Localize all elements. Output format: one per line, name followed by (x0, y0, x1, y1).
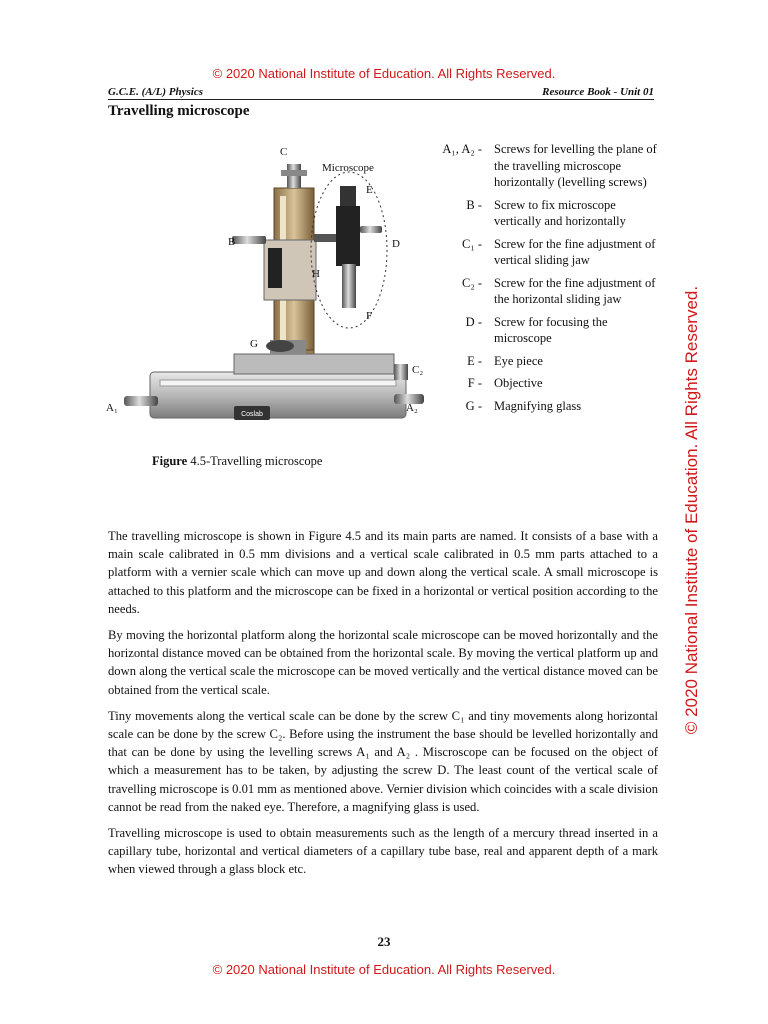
travelling-microscope-illustration (104, 140, 434, 440)
label-b: B (228, 236, 236, 248)
label-a1: A₁ (106, 402, 118, 414)
screw-b (232, 236, 266, 244)
legend-key: D - (465, 314, 482, 329)
levelling-screw-a1 (124, 396, 158, 406)
legend-item (424, 398, 664, 415)
legend-desc: Objective (494, 376, 543, 390)
legend-item (424, 375, 664, 392)
legend-item (424, 314, 664, 347)
legend-key: B - (466, 197, 482, 212)
header-subject: G.C.E. (A/L) Physics (108, 86, 204, 98)
horizontal-carriage (234, 354, 394, 374)
legend-desc: Eye piece (494, 353, 543, 368)
label-a2: A₂ (406, 402, 418, 414)
legend-key: A₁, A₂ - (442, 142, 482, 156)
legend-key: F - (467, 376, 482, 390)
copyright-bottom: © 2020 National Institute of Education. All Rights Reserved. (212, 962, 556, 977)
legend-item (424, 236, 664, 269)
label-c2: C₂ (412, 364, 424, 376)
legend-desc: Screw for focusing the microscope (494, 314, 608, 345)
label-d: D (392, 238, 400, 250)
horizontal-scale (160, 380, 396, 386)
page-number: 23 (377, 934, 391, 949)
body-text (108, 527, 658, 887)
focus-screw-d (360, 226, 382, 233)
legend-desc: Screw for the fine adjustment of the horizontal sliding jaw (494, 275, 656, 306)
legend-desc: Screw for the fine adjustment of vertical sliding jaw (494, 236, 656, 267)
screw-c2 (394, 364, 408, 380)
label-c: C (280, 146, 288, 158)
legend-item (424, 275, 664, 308)
legend-key: G - (465, 398, 482, 413)
label-g: G (250, 338, 258, 350)
label-microscope: Microscope (322, 162, 374, 174)
figure-caption (152, 454, 322, 469)
parts-legend (424, 141, 664, 420)
legend-key: C₁ - (462, 236, 482, 251)
copyright-side: © 2020 National Institute of Education. All Rights Reserved. (682, 285, 701, 735)
legend-key: E - (467, 353, 482, 368)
paragraph: By moving the horizontal platform along the horizontal scale microscope can be moved horizontally and the horizontal distance moved can be obtained from the horizontal scale. By moving the vertical platform up and down along the vertical scale the microscope can be moved vertically and the vertical distance moved can be obtained from the vertical scale. (108, 628, 658, 697)
legend-key: C₂ - (462, 275, 482, 290)
legend-desc: Magnifying glass (494, 398, 582, 413)
magnifying-glass (266, 340, 294, 352)
paragraph: Tiny movements along the vertical scale can be done by the screw C₁ and tiny movements along horizontal scale can be done by the screw C₂. Before using the instrument the base should be levelled horizontally and that can be done by using the levelling screws A₁ and A₂ . Miscroscope can be focused on the object of which a measurement has to be taken, by adjusting the screw D. The least count of the vertical scale of travelling microscope is 0.01 mm as mentioned above. Vernier division which coincides with a scale division cannot be read from the naked eye. Therefore, a magnifying glass is used. (108, 708, 658, 814)
legend-item (424, 353, 664, 370)
label-e: E (366, 184, 373, 196)
legend-desc: Screws for levelling the plane of the travelling microscope horizontally (levelling screws) (494, 142, 657, 189)
travelling-microscope-figure (104, 140, 434, 440)
figure-caption-text: 4.5-Travelling microscope (187, 454, 323, 468)
copyright-top: © 2020 National Institute of Education. All Rights Reserved. (212, 66, 556, 81)
legend-item (424, 197, 664, 230)
objective (342, 264, 356, 308)
label-h: H (312, 268, 320, 280)
figure-caption-prefix: Figure (152, 454, 188, 468)
paragraph: Travelling microscope is used to obtain measurements such as the length of a mercury thread inserted in a capillary tube, horizontal and vertical diameters of a capillary tube base, real and apparent depth of a mark when viewed through a glass block etc. (108, 826, 658, 877)
legend-item (424, 141, 664, 191)
microscope-tube (336, 206, 360, 266)
paragraph: The travelling microscope is shown in Figure 4.5 and its main parts are named. It consists of a base with a main scale calibrated in 0.5 mm divisions and a vertical scale calibrated in 0.5 mm parts attached to a platform with a vernier scale which can move up and down along the vertical scale. A small microscope is attached to this platform and the microscope can be fixed in a horizontal or vertical position according to the needs. (108, 529, 658, 616)
base-plate (150, 372, 406, 418)
header-unit: Resource Book - Unit 01 (542, 86, 654, 98)
label-f: F (366, 310, 373, 322)
eye-piece (340, 186, 356, 208)
running-header (108, 86, 654, 100)
section-title: Travelling microscope (108, 103, 250, 119)
brand-label: Coslab (241, 411, 263, 418)
legend-desc: Screw to fix microscope vertically and horizontally (494, 197, 626, 228)
